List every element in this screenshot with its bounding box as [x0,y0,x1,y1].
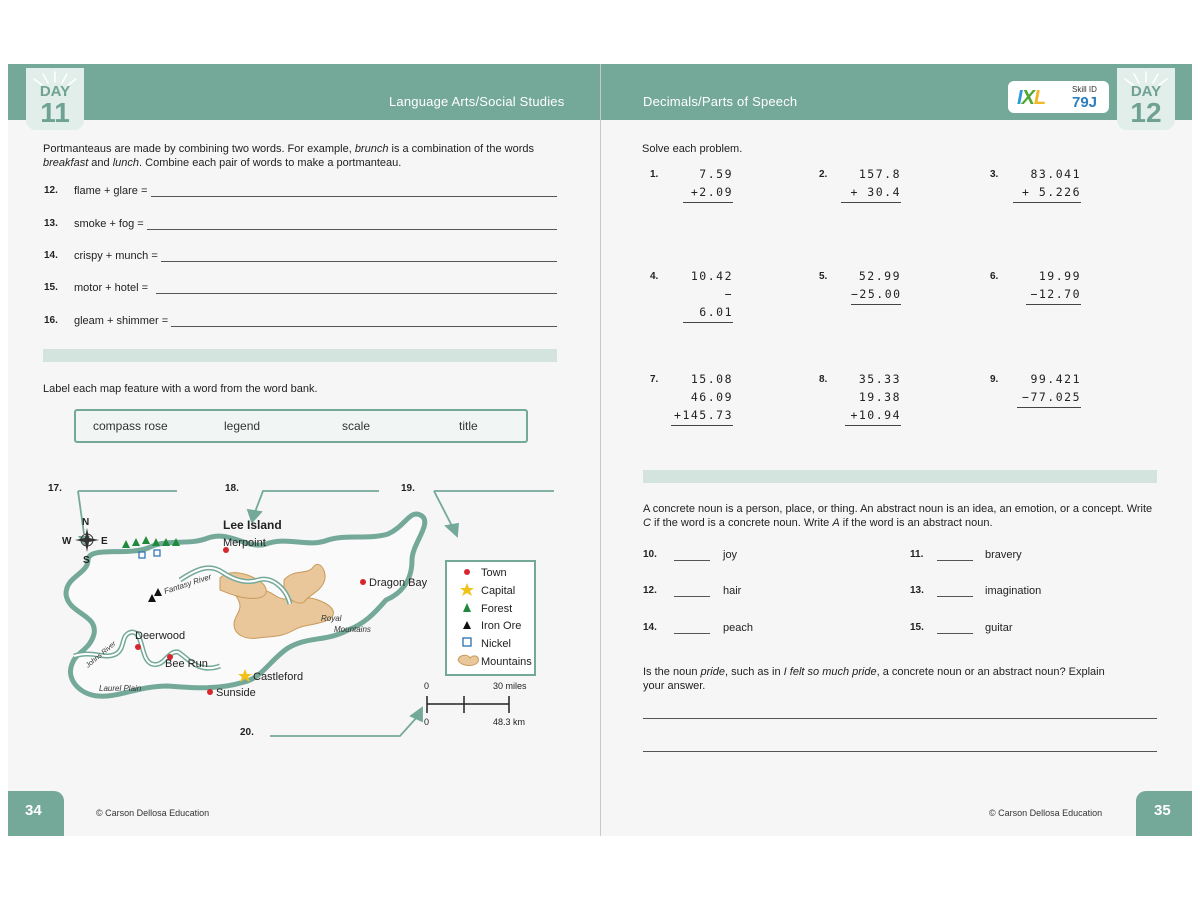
place-johns-river: Johns River [84,640,118,670]
answer-line[interactable] [151,196,557,197]
math-problem[interactable]: 7.59 +2.09 [683,165,733,203]
place-deerwood: Deerwood [135,630,186,642]
legend-iron-ore: Iron Ore [481,620,522,632]
noun-answer-line[interactable] [674,633,710,634]
section-divider [643,470,1157,483]
math-problem[interactable]: 83.041 + 5.226 [1013,165,1081,203]
noun-answer-line[interactable] [937,596,973,597]
place-sunside: Sunside [216,687,256,699]
math-problem[interactable]: 52.99 −25.00 [851,267,901,305]
svg-text:W: W [62,536,72,547]
legend-forest: Forest [481,603,513,615]
noun-item-number: 13. [910,585,924,596]
math-problem[interactable]: 10.42 − 6.01 [683,267,733,323]
place-castleford: Castleford [253,671,304,683]
ixl-logo: IXL [1017,87,1046,109]
solve-instruction: Solve each problem. [642,143,743,155]
day-tab [1117,68,1175,130]
map-label-19: 19. [401,483,415,494]
right-page [601,64,1192,836]
svg-text:48.3 km: 48.3 km [493,717,526,727]
noun-word: bravery [985,549,1022,561]
day-number: 11 [40,97,70,128]
noun-item-number: 14. [643,622,657,633]
ixl-badge[interactable] [1008,81,1109,113]
svg-text:E: E [101,536,108,547]
place-dragon-bay: Dragon Bay [369,577,428,589]
problem-number: 4. [650,271,659,282]
copyright: © Carson Dellosa Education [96,808,210,818]
explanation-line[interactable] [643,751,1157,752]
section-divider [43,349,557,362]
right-header-band [601,64,1192,120]
svg-text:0: 0 [424,717,430,727]
legend-nickel: Nickel [481,638,511,650]
workbook-spread [8,64,1192,836]
place-mountains: Mountains [334,625,371,634]
map-legend [446,561,535,675]
lee-island-map [8,464,600,754]
page-number-tab [1136,791,1192,836]
problem-number: 6. [990,271,999,282]
item-prompt: flame + glare = [74,185,148,197]
item-prompt: gleam + shimmer = [74,315,169,327]
page-number: 34 [25,802,42,819]
noun-answer-line[interactable] [937,560,973,561]
svg-text:30 miles: 30 miles [493,681,527,691]
item-prompt: motor + hotel = [74,282,148,294]
svg-text:0: 0 [424,681,430,691]
answer-line[interactable] [156,293,557,294]
item-prompt: crispy + munch = [74,250,158,262]
word-bank-item: legend [224,419,261,433]
day-tab [26,68,84,130]
day-label: DAY [1130,83,1162,100]
noun-word: guitar [985,622,1013,634]
place-laurel-plain: Laurel Plain [99,684,142,693]
answer-line[interactable] [161,261,557,262]
noun-answer-line[interactable] [674,560,710,561]
page-number-tab [8,791,64,836]
math-problem[interactable]: 99.421 −77.025 [1017,370,1081,408]
place-royal: Royal [321,614,342,623]
ixl-skill-label: Skill ID [1072,85,1097,94]
right-header-title: Decimals/Parts of Speech [643,94,798,109]
map-title: Lee Island [223,518,282,532]
word-bank-item: scale [342,419,371,433]
noun-item-number: 10. [643,549,657,560]
noun-word: imagination [985,585,1042,597]
noun-item-number: 11. [910,549,924,560]
item-number: 15. [44,282,58,293]
svg-text:N: N [82,517,90,528]
item-number: 14. [44,250,58,261]
left-header-title: Language Arts/Social Studies [389,94,565,109]
legend-capital: Capital [481,585,516,597]
map-label-18: 18. [225,483,239,494]
problem-number: 5. [819,271,828,282]
word-bank [74,409,528,443]
problem-number: 7. [650,374,659,385]
noun-item-number: 15. [910,622,924,633]
noun-answer-line[interactable] [674,596,710,597]
answer-line[interactable] [147,229,557,230]
map-scale [424,681,527,727]
portmanteau-intro: Portmanteaus are made by combining two words. For example, brunch is a combination of the words breakfast and lunch. Combine each pair of words to make a portmanteau. [43,143,534,169]
word-bank-item: compass rose [93,419,168,433]
legend-mountains: Mountains [481,656,532,668]
problem-number: 2. [819,169,828,180]
item-prompt: smoke + fog = [74,218,144,230]
noun-word: peach [723,622,753,634]
noun-word: joy [723,549,738,561]
problem-number: 3. [990,169,999,180]
item-number: 13. [44,218,58,229]
noun-answer-line[interactable] [937,633,973,634]
item-number: 16. [44,315,58,326]
problem-number: 8. [819,374,828,385]
noun-word: hair [723,585,742,597]
math-problem[interactable]: 19.99 −12.70 [1026,267,1081,305]
problem-number: 9. [990,374,999,385]
copyright: © Carson Dellosa Education [989,808,1103,818]
left-header-band [8,64,600,120]
explanation-line[interactable] [643,718,1157,719]
svg-text:S: S [83,555,90,566]
day-number: 12 [1130,97,1162,128]
answer-line[interactable] [171,326,557,327]
left-page [8,64,601,836]
pride-question: Is the noun pride, such as in I felt so much pride, a concrete noun or an abstract noun? Explain your answer. [643,666,1105,692]
map-label-17: 17. [48,483,62,494]
problem-number: 1. [650,169,659,180]
place-bee-run: Bee Run [165,658,208,670]
map-instructions: Label each map feature with a word from the word bank. [43,383,318,395]
noun-instructions: A concrete noun is a person, place, or thing. An abstract noun is an idea, an emotion, or a concept. Write C if the word is a concrete noun. Write A if the word is an abstract noun. [643,503,1153,529]
ixl-skill-code: 79J [1072,94,1098,111]
place-fantasy-river: Fantasy River [162,572,213,596]
word-bank-item: title [459,419,478,433]
item-number: 12. [44,185,58,196]
math-problem[interactable]: 15.08 46.09 +145.73 [671,370,733,426]
place-merpoint: Merpoint [223,537,266,549]
noun-item-number: 12. [643,585,657,596]
day-label: DAY [39,83,71,100]
page-number: 35 [1154,802,1171,819]
math-problem[interactable]: 157.8 + 30.4 [841,165,901,203]
math-problem[interactable]: 35.33 19.38 +10.94 [845,370,901,426]
legend-town: Town [481,567,507,579]
map-label-20: 20. [240,727,254,738]
